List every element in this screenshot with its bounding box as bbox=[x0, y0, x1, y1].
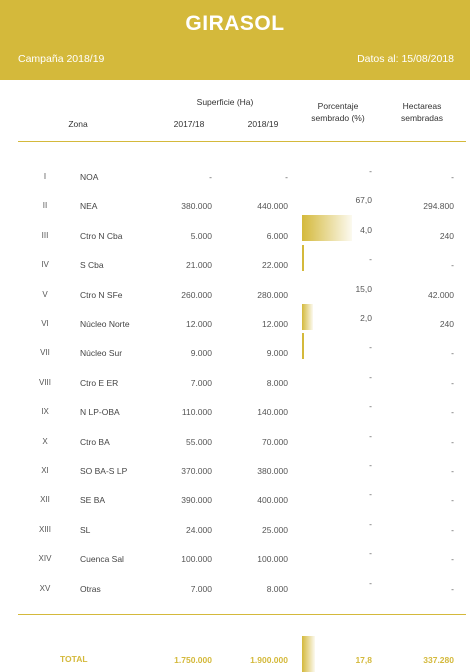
hectareas-header-line1: Hectareas bbox=[402, 101, 442, 111]
superficie-2018: 380.000 bbox=[257, 466, 288, 476]
porcentaje-header bbox=[304, 100, 372, 124]
zone-name: Ctro BA bbox=[80, 436, 110, 447]
zone-name: N LP-OBA bbox=[80, 407, 120, 418]
superficie-2018: 9.000 bbox=[266, 348, 288, 359]
zone-number: XV bbox=[39, 583, 51, 593]
header-banner bbox=[0, 0, 470, 80]
zone-number: IX bbox=[41, 407, 49, 417]
pct-bar bbox=[302, 245, 304, 271]
superficie-2017: 260.000 bbox=[181, 289, 212, 300]
hectareas-sembradas: - bbox=[451, 172, 454, 182]
zone-name: SL bbox=[80, 524, 91, 535]
zone-number: VII bbox=[40, 348, 50, 358]
zone-number: II bbox=[42, 201, 48, 211]
total-label: TOTAL bbox=[60, 654, 88, 664]
hectareas-sembradas: - bbox=[451, 524, 454, 535]
pct-bar bbox=[302, 333, 304, 359]
pct-sembrado: - bbox=[369, 401, 372, 412]
zone-number: XIV bbox=[38, 554, 52, 564]
pct-sembrado: - bbox=[369, 577, 372, 588]
zone-number: III bbox=[41, 230, 49, 240]
hectareas-sembradas: - bbox=[451, 554, 454, 565]
total-pct: 17,8 bbox=[355, 655, 372, 665]
porcentaje-header-line1: Porcentaje bbox=[317, 101, 359, 111]
superficie-2018: 440.000 bbox=[257, 201, 288, 212]
total-2018: 1.900.000 bbox=[250, 655, 288, 665]
hectareas-header-line2: sembradas bbox=[400, 113, 444, 123]
zone-number: IV bbox=[41, 260, 49, 270]
superficie-2018: 8.000 bbox=[266, 583, 288, 594]
hectareas-sembradas: - bbox=[451, 436, 454, 447]
pct-sembrado: 15,0 bbox=[355, 283, 372, 294]
superficie-2018: 140.000 bbox=[257, 407, 288, 418]
hectareas-sembradas: - bbox=[451, 260, 454, 271]
superficie-2018: 12.000 bbox=[262, 319, 288, 329]
pct-sembrado: - bbox=[369, 548, 372, 559]
pct-sembrado: 67,0 bbox=[355, 195, 372, 206]
pct-sembrado: 4,0 bbox=[360, 224, 372, 235]
porcentaje-header-line2: sembrado (%) bbox=[311, 113, 365, 123]
zone-number: XIII bbox=[38, 524, 51, 534]
hectareas-sembradas: 294.800 bbox=[423, 201, 454, 212]
page-title: GIRASOL bbox=[185, 12, 285, 35]
hectareas-sembradas: - bbox=[451, 466, 454, 476]
pct-sembrado: 2,0 bbox=[360, 313, 372, 323]
superficie-2018: 280.000 bbox=[257, 289, 288, 300]
zone-name: Núcleo Norte bbox=[80, 319, 130, 329]
total-2017: 1.750.000 bbox=[174, 655, 212, 665]
zone-number: I bbox=[43, 172, 47, 181]
hectareas-sembradas: - bbox=[451, 377, 454, 388]
superficie-2017: 5.000 bbox=[190, 230, 212, 241]
superficie-header: Superficie (Ha) bbox=[196, 97, 254, 107]
hectareas-sembradas: - bbox=[451, 495, 454, 506]
hectareas-sembradas: - bbox=[451, 407, 454, 418]
total-pct-bar bbox=[302, 636, 315, 672]
zone-name: NOA bbox=[80, 172, 99, 182]
hectareas-sembradas: 42.000 bbox=[428, 289, 454, 300]
hectareas-sembradas: 240 bbox=[439, 319, 454, 329]
zone-name: Núcleo Sur bbox=[80, 348, 123, 359]
pct-sembrado: - bbox=[369, 430, 372, 441]
zone-name: SO BA-S LP bbox=[80, 466, 128, 476]
campaign-label: Campaña 2018/19 bbox=[18, 53, 105, 65]
superficie-2018: 6.000 bbox=[266, 230, 288, 241]
zone-number: VIII bbox=[38, 377, 51, 387]
zone-name: NEA bbox=[80, 201, 98, 212]
superficie-2017: - bbox=[209, 172, 212, 182]
superficie-2017: 370.000 bbox=[181, 466, 212, 476]
total-divider bbox=[18, 614, 466, 615]
superficie-2017: 9.000 bbox=[190, 348, 212, 359]
pct-sembrado: - bbox=[369, 460, 372, 470]
pct-sembrado: - bbox=[369, 342, 372, 353]
year-2018-header: 2018/19 bbox=[247, 119, 279, 129]
superficie-2018: 100.000 bbox=[257, 554, 288, 565]
superficie-2018: 25.000 bbox=[262, 524, 288, 535]
zone-number: VI bbox=[41, 319, 49, 328]
superficie-2018: 70.000 bbox=[262, 436, 288, 447]
superficie-2017: 7.000 bbox=[190, 583, 212, 594]
superficie-2017: 380.000 bbox=[181, 201, 212, 212]
hectareas-sembradas: 240 bbox=[439, 230, 454, 241]
zone-name: Ctro E ER bbox=[80, 377, 119, 388]
superficie-2018: - bbox=[285, 172, 288, 182]
superficie-2018: 400.000 bbox=[257, 495, 288, 506]
pct-bar bbox=[302, 304, 313, 330]
superficie-2017: 100.000 bbox=[181, 554, 212, 565]
zone-number: XI bbox=[41, 466, 49, 475]
zone-number: X bbox=[42, 436, 48, 446]
hectareas-sembradas: - bbox=[451, 583, 454, 594]
pct-sembrado: - bbox=[369, 371, 372, 382]
superficie-2018: 8.000 bbox=[266, 377, 288, 388]
superficie-2018: 22.000 bbox=[262, 260, 288, 271]
zona-header: Zona bbox=[68, 119, 88, 129]
superficie-2017: 12.000 bbox=[186, 319, 212, 329]
zone-number: XII bbox=[40, 495, 50, 505]
zone-number: V bbox=[42, 289, 48, 299]
zone-name: S Cba bbox=[80, 260, 104, 271]
hectareas-header bbox=[390, 100, 454, 124]
superficie-2017: 55.000 bbox=[186, 436, 212, 447]
zone-name: Otras bbox=[80, 583, 101, 594]
hectareas-sembradas: - bbox=[451, 348, 454, 359]
total-hectareas: 337.280 bbox=[423, 655, 454, 665]
data-date-label: Datos al: 15/08/2018 bbox=[357, 53, 454, 65]
zone-name: SE BA bbox=[80, 495, 106, 506]
zone-name: Ctro N Cba bbox=[80, 230, 123, 241]
header-divider bbox=[18, 141, 466, 142]
pct-sembrado: - bbox=[369, 489, 372, 500]
superficie-2017: 110.000 bbox=[181, 407, 212, 418]
superficie-2017: 21.000 bbox=[186, 260, 212, 271]
pct-sembrado: - bbox=[369, 166, 372, 176]
superficie-2017: 390.000 bbox=[181, 495, 212, 506]
pct-sembrado: - bbox=[369, 518, 372, 529]
zone-name: Cuenca Sal bbox=[80, 554, 124, 565]
zone-name: Ctro N SFe bbox=[80, 289, 123, 300]
pct-sembrado: - bbox=[369, 254, 372, 265]
superficie-2017: 7.000 bbox=[190, 377, 212, 388]
year-2017-header: 2017/18 bbox=[173, 119, 205, 129]
superficie-2017: 24.000 bbox=[186, 524, 212, 535]
